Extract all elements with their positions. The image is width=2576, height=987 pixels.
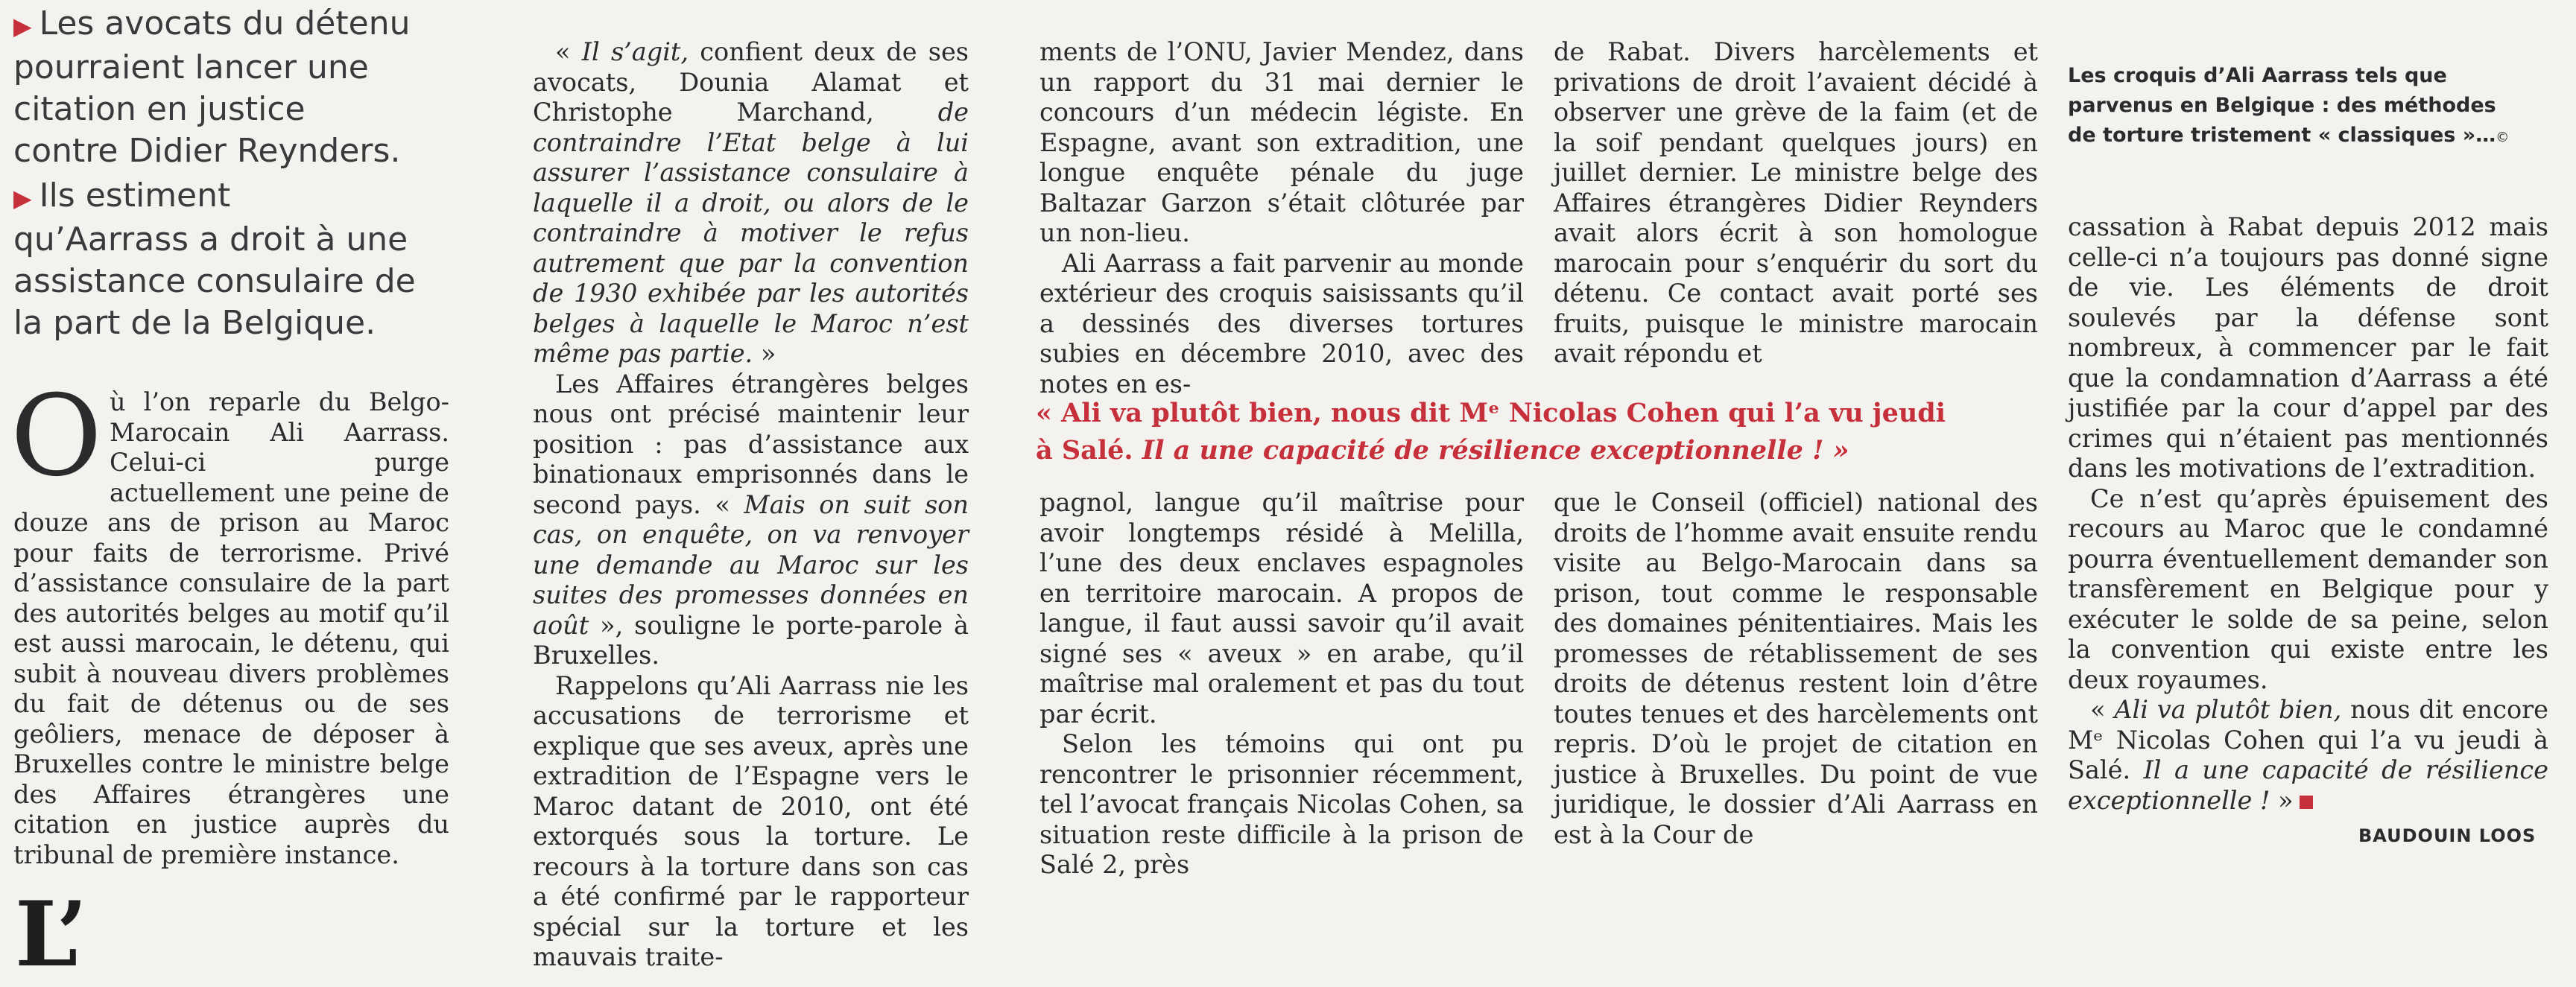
lead-point-2: ▶ Ils estiment qu’Aarrass a droit à une assistance consulaire de la part de la Belgique. — [13, 177, 416, 342]
lead-summary — [13, 0, 416, 344]
red-arrow-icon: ▶ — [13, 184, 32, 212]
next-headline-fragment: L’ — [15, 882, 88, 987]
photo-caption: Les croquis d’Ali Aarrass tels que parvenus en Belgique : des méthodes de torture tristement « classiques »…© — [2068, 64, 2510, 147]
drop-cap: O — [10, 372, 102, 501]
article-column-1: Où l’on reparle du Belgo-Marocain Ali Aarrass. Celui-ci purge actuellement une peine de douze ans de prison au Maroc pour faits de terrorisme. Privé d’assistance consulaire de la part des autorités belges au motif qu’il est aussi marocain, le détenu, qui subit à nouveau divers problèmes du fait de détenus ou de ses geôliers, menace de déposer à Bruxelles contre le ministre belge des Affaires étrangères une citation en justice auprès du tribunal de première instance. — [10, 372, 449, 869]
lead-point-1: ▶ Les avocats du détenu pourraient lancer une citation en justice contre Didier Reynders. — [13, 4, 411, 170]
article-column-3-bottom: pagnol, langue qu’il maîtrise pour avoir longtemps résidé à Melilla, l’une des deux enclaves espagnoles en territoire marocain. A propos de langue, il faut aussi savoir qu’il avait signé ses « aveux » en arabe, qu’il maîtrise mal oralement et pas du tout par écrit. Selon les témoins qui ont pu rencontrer le prisonnier récemment, tel l’avocat français Nicolas Cohen, sa situation reste difficile à la prison de Salé 2, près — [1039, 488, 1524, 879]
byline: BAUDOUIN LOOS — [2358, 825, 2537, 846]
pull-quote: « Ali va plutôt bien, nous dit Mᵉ Nicolas Cohen qui l’a vu jeudi à Salé. Il a une capacité de résilience exceptionnelle ! » — [1036, 398, 1946, 466]
red-arrow-icon: ▶ — [13, 12, 32, 40]
article-column-2: « Il s’agit, confient deux de ses avocats, Dounia Alamat et Christophe Marchand, de contraindre l’Etat belge à lui assurer l’assistance consulaire à laquelle il a droit, ou alors de le contraindre à motiver le refus autrement que par la convention de 1930 exhibée par les autorités belges à laquelle le Maroc n’est même pas partie. » Les Affaires étrangères belges nous ont précisé maintenir leur position : pas d’assistance aux binationaux emprisonnés dans le second pays. « Mais on suit son cas, on enquête, on va renvoyer une demande au Maroc sur les suites des promesses données en août », souligne le porte-parole à Bruxelles. Rappelons qu’Ali Aarrass nie les accusations de terrorisme et explique que ses aveux, après une extradition de l’Espagne vers le Maroc datant de 2010, ont été extorqués sous la torture. Le recours à la torture dans son cas a été confirmé par le rapporteur spécial sur la torture et les mauvais traite- — [533, 37, 969, 971]
article-column-4-top: de Rabat. Divers harcèlements et privations de droit l’avaient décidé à observer une grève de la faim (et de la soif pendant quelques jours) en juillet dernier. Le ministre belge des Affaires étrangères Didier Reynders avait alors écrit à son homologue marocain pour s’enquérir du sort du détenu. Ce contact avait porté ses fruits, puisque le ministre marocain avait répondu et — [1554, 37, 2038, 368]
article-column-5: cassation à Rabat depuis 2012 mais celle-ci n’a toujours pas donné signe de vie. Les éléments de droit soulevés par la défense sont nombreux, à commencer par le fait que la condamnation d’Aarrass a été justifiée par la cour d’appel par des crimes qui n’étaient pas mentionnés dans les motivations de l’extradition. Ce n’est qu’après épuisement des recours au Maroc que le condamné pourra éventuellement demander son transfèrement en Belgique pour y exécuter le solde de sa peine, selon la convention qui existe entre les deux royaumes. « Ali va plutôt bien, nous dit encore Mᵉ Nicolas Cohen qui l’a vu jeudi à Salé. Il a une capacité de résilience exceptionnelle ! » — [2068, 212, 2548, 815]
article-column-3-top: ments de l’ONU, Javier Mendez, dans un rapport du 31 mai dernier le concours d’un médecin légiste. En Espagne, avant son extradition, une longue enquête pénale du juge Baltazar Garzon s’était clôturée par un non-lieu. Ali Aarrass a fait parvenir au monde extérieur des croquis saisissants qu’il a dessinés des diverses tortures subies en décembre 2010, avec des notes en es- — [1039, 37, 1524, 399]
end-mark-icon — [2300, 796, 2313, 809]
article-column-4-bottom: que le Conseil (officiel) national des droits de l’homme avait ensuite rendu visite au Belgo-Marocain dans sa prison, tout comme le responsable des domaines pénitentiaires. Mais les promesses de rétablissement de ses droits de détenus restent loin d’être toutes tenues et des harcèlements ont repris. D’où le projet de citation en justice à Bruxelles. Du point de vue juridique, le dossier d’Ali Aarrass en est à la Cour de — [1554, 488, 2038, 849]
